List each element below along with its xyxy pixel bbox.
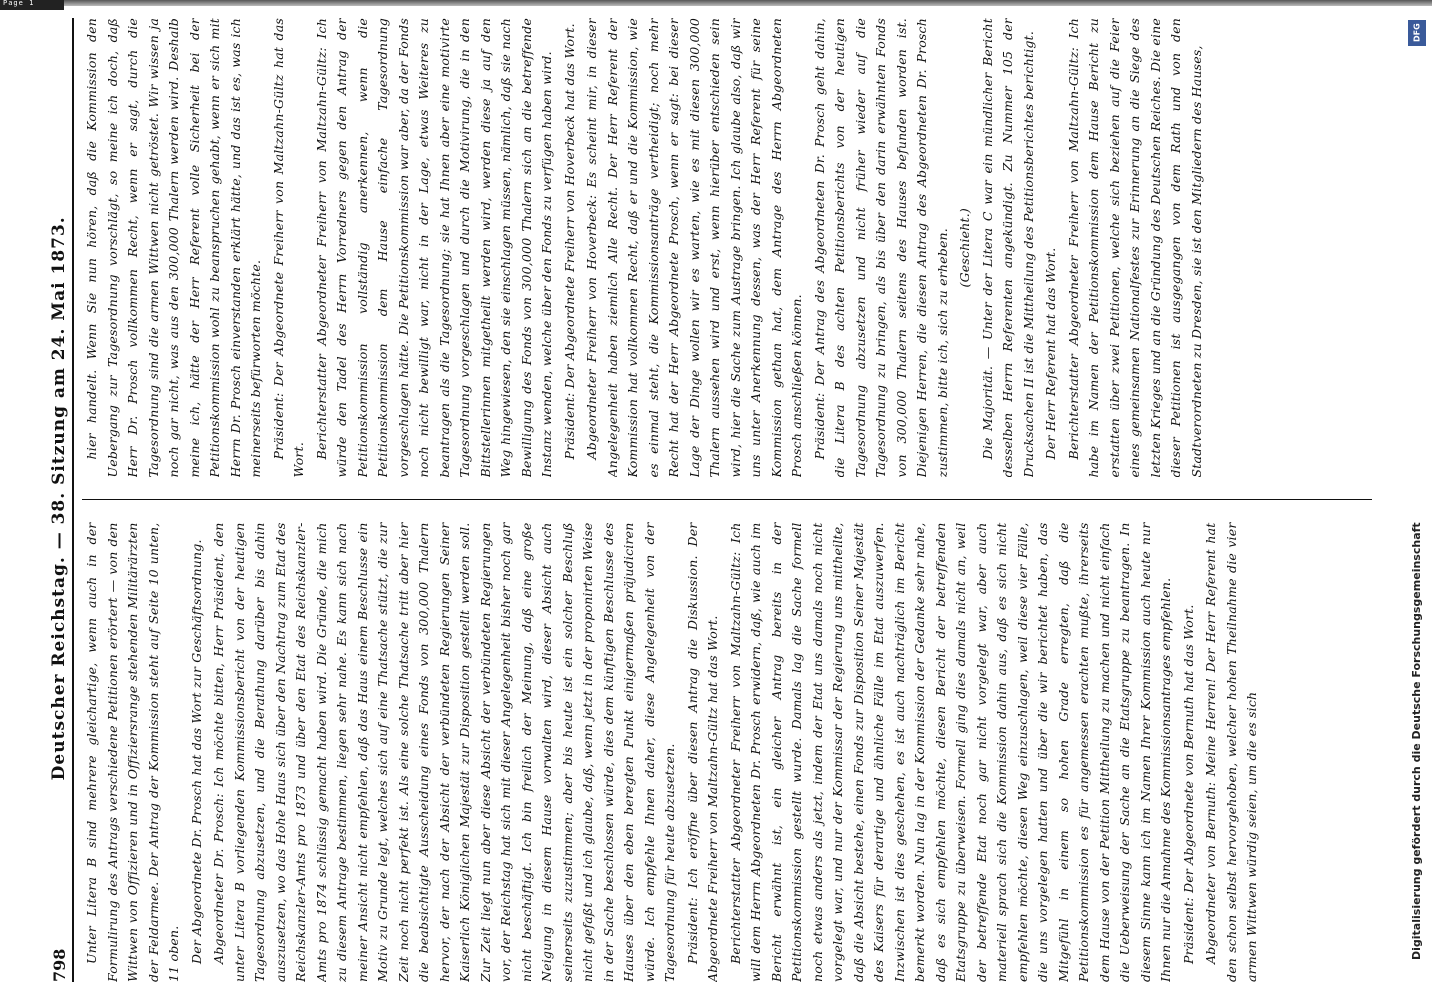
corner-label: Page 1 (3, 0, 35, 7)
paragraph: Berichterstatter Abgeordneter Freiherr von Maltzahn-Gültz: Ich will dem Herrn Abgeordneten Dr. Prosch erwidern, daß, wie auch im Bericht erwähnt ist, ein gleicher Antrag bereits in der Petitionskommission gestellt wurde. Damals lag die Sache formell noch etwas anders als jetzt, indem der Etat uns damals noch nicht vorgelegt war, und nur der Kommissar der Regierung uns mittheilte, daß die Absicht bestehe, einen Fonds zur Disposition Seiner Majestät des Kaisers für derartige und ähnliche Fälle im Etat auszuwerfen. Inzwischen ist dies geschehen, es ist auch nachträglich im Bericht bemerkt worden. Nun lag in der Kommission der Gedanke sehr nahe, daß es sich empfehlen möchte, diesen Bericht der betreffenden Etatsgruppe zu überweisen. Formell ging dies damals nicht an, weil der betreffende Etat noch gar nicht vorgelegt war, aber auch materiell sprach sich die Kommission dahin aus, daß es sich nicht empfehlen möchte, diesen Weg einzuschlagen, weil diese vier Fälle, die uns vorgelegen hatten und über die wir berichtet haben, das Mitgefühl in einem so hohen Grade erregten, daß die Petitionskommission es für angemessen erachten mußte, ihrerseits dem Hause von der Petition Mittheilung zu machen und nicht einfach die Ueberweisung der Sache an die Etatsgruppe zu beantragen. In diesem Sinne kann ich im Namen Ihrer Kommission auch heute nur Ihnen nur die Annahme des Kommissionsantrages empfehlen. (727, 522, 1173, 982)
paragraph: Berichterstatter Abgeordneter Freiherr von Maltzahn-Gültz: Ich würde den Tadel des Herrn Vorredners gegen den Antrag der Petitionskommission vollständig anerkennen, wenn die Petitionskommission dem Hause einfache Tagesordnung vorgeschlagen hätte. Die Petitionskommission war aber, da der Fonds noch nicht bewilligt war, nicht in der Lage, etwas Weiteres zu beantragen als die Tagesordnung; sie hat Ihnen aber eine motivirte Tagesordnung vorgeschlagen und durch die Motivirung, die in den Bittstellerinnen mitgetheilt werden wird, werden diese ja auf den Weg hingewiesen, den sie einschlagen müssen, nämlich, daß sie nach Bewilligung des Fonds von 300,000 Thalern sich an die betreffende Instanz wenden, welche über den Fonds zu verfügen haben wird. (313, 18, 554, 478)
page-body (40, 18, 1380, 982)
credit-text: Digitalisierung gefördert durch die Deutsche Forschungsgemeinschaft (1410, 522, 1423, 960)
paragraph: Abgeordneter Freiherr von Hoverbeck: Es scheint mir, in dieser Angelegenheit haben ziemlich Alle Recht. Der Herr Referent der Kommission hat vollkommen Recht, daß er und die Kommission, wie es einmal steht, die Kommissionsanträge vertheidigt; noch mehr Recht hat der Herr Abgeordnete Prosch, wenn er sagt: bei dieser Lage der Dinge wollen wir es warten, wie es mit diesen 300,000 Thalern aussehen wird und erst, wenn hierüber entschieden sein wird, hier die Sache zum Austrage bringen. Ich glaube also, daß wir uns unter Anerkennung dessen, was der Herr Referent für seine Kommission gethan hat, dem Antrage des Herrn Abgeordneten Prosch anschließen können. (584, 18, 804, 478)
text-columns (82, 18, 1372, 982)
paragraph: Präsident: Der Abgeordnete von Bernuth hat das Wort. (1180, 604, 1196, 964)
page-title: Deutscher Reichstag. — 38. Sitzung am 24. Mai 1873. (49, 216, 69, 781)
paragraph: Der Herr Referent hat das Wort. (1043, 247, 1058, 460)
dfg-logo: DFG (1408, 20, 1426, 46)
paragraph: Präsident: Ich eröffne über diesen Antrag die Diskussion. Der Abgeordnete Freiherr von Maltzahn-Gültz hat das Wort. (684, 522, 720, 982)
paragraph: Präsident: Der Antrag des Abgeordneten Dr. Prosch geht dahin, die Litera B des achten Petitionsberichts von der heutigen Tagesordnung abzusetzen und nicht früher wieder auf die Tagesordnung zu bringen, als bis über den darin erwähnten Fonds von 300,000 Thalern seitens des Hauses befunden worden ist. Diejenigen Herren, die diesen Antrag des Abgeordneten Dr. Prosch zustimmen, bitte ich, sich zu erheben. (811, 18, 950, 478)
paragraph: hier handelt. Wenn Sie nun hören, daß die Kommission den Uebergang zur Tagesordnung vorschlägt, so meine ich doch, daß Herr Dr. Prosch vollkommen Recht, wenn er sagt, durch die Tagesordnung sind die armen Wittwen nicht getröstet. Wir wissen ja noch gar nicht, was aus den 300,000 Thalern werden wird. Deshalb meine ich, hätte der Herr Referent volle Sicherheit bei der Petitionskommission wohl zu beanspruchen gehabt, wenn er sich mit Herrn Dr. Prosch einverstanden erklärt hätte, und das ist es, was ich meinerseits befürworten möchte. (84, 18, 263, 478)
paragraph: Unter Litera B sind mehrere gleichartige, wenn auch in der Formulirung des Antrags verschiedene Petitionen erörtert — von den Wittwen von Offizieren und in Offiziersrange stehenden Militärärzten der Feldarmee. Der Antrag der Kommission steht auf Seite 10 unten, 11 oben. (84, 522, 181, 982)
running-header (40, 18, 74, 982)
paragraph: Berichterstatter Abgeordneter Freiherr von Maltzahn-Gültz: Ich habe im Namen der Petitionskommission dem Hause Bericht zu erstatten über zwei Petitionen, welche sich beziehen auf die Feier eines gemeinsamen Nationalfestes zur Erinnerung an die Siege des letzten Krieges und an die Gründung des Deutschen Reiches. Die eine dieser Petitionen ist ausgegangen von dem Rath und von den Stadtverordneten zu Dresden, sie ist den Mitgliedern des Hauses, (1065, 18, 1204, 478)
right-column (82, 18, 1372, 478)
paragraph: Die Majorität. — Unter der Litera C war ein mündlicher Bericht desselben Herrn Referenten angekündigt. Zu Nummer 105 der Drucksachen II ist die Mittheilung des Petitionsberichtes berichtigt. (979, 18, 1036, 478)
left-column (82, 523, 1372, 983)
paragraph: (Geschieht.) (957, 208, 972, 288)
column-divider (82, 500, 1372, 501)
paragraph: Abgeordneter von Bernuth: Meine Herren! Der Herr Referent hat den schon selbst hervorgehoben, welcher hohen Theilnahme die vier armen Wittwen würdig seien, um die es sich (1203, 522, 1259, 982)
page-number: 798 (50, 948, 69, 982)
digitization-credit (1410, 40, 1424, 960)
paragraph: Abgeordneter Dr. Prosch: Ich möchte bitten, Herr Präsident, den unter Litera B vorliegenden Kommissionsbericht von der heutigen Tagesordnung abzusetzen, und die Berathung darüber bis dahin auszusetzen, wo das Hohe Haus sich über den Nachtrag zum Etat des Reichskanzler-Amts pro 1873 und über den Etat des Reichskanzler-Amts pro 1874 schlüssig gemacht haben wird. Die Gründe, die mich zu diesem Antrage bestimmen, liegen sehr nahe. Es kann sich nach meiner Ansicht nicht empfehlen, daß das Haus einem Beschlusse ein Motiv zu Grunde legt, welches sich auf eine Thatsache stützt, die zur Zeit noch nicht perfekt ist. Als eine solche Thatsache tritt aber hier die beabsichtigte Ausscheidung eines Fonds von 300,000 Thalern hervor, der nach der Absicht der verbündeten Regierungen Seiner Kaiserlich Königlichen Majestät zur Disposition gestellt werden soll. Zur Zeit liegt nun aber diese Absicht der verbündeten Regierungen vor, der Reichstag hat sich mit dieser Angelegenheit bisher noch gar nicht beschäftigt. Ich bin freilich der Meinung, daß eine große Neigung in diesem Hause vorwalten wird, dieser Absicht auch seinerseits zuzustimmen; aber bis heute ist ein solcher Beschluß nicht gefaßt und ich glaube, daß, wenn jetzt in der proponirten Weise in der Sache beschlossen würde, dies dem künftigen Beschlusse des Hauses über den eben beregten Punkt einigermaßen präjudiciren würde. Ich empfehle Ihnen daher, diese Angelegenheit von der Tagesordnung für heute abzusetzen. (211, 522, 677, 982)
paragraph: Präsident: Der Abgeordnete Freiherr von Hoverbeck hat das Wort. (561, 23, 577, 460)
paragraph: Der Abgeordnete Dr. Prosch hat das Wort zur Geschäftsordnung. (188, 539, 204, 964)
paragraph: Präsident: Der Abgeordnete Freiherr von Maltzahn-Gültz hat das Wort. (270, 18, 306, 478)
